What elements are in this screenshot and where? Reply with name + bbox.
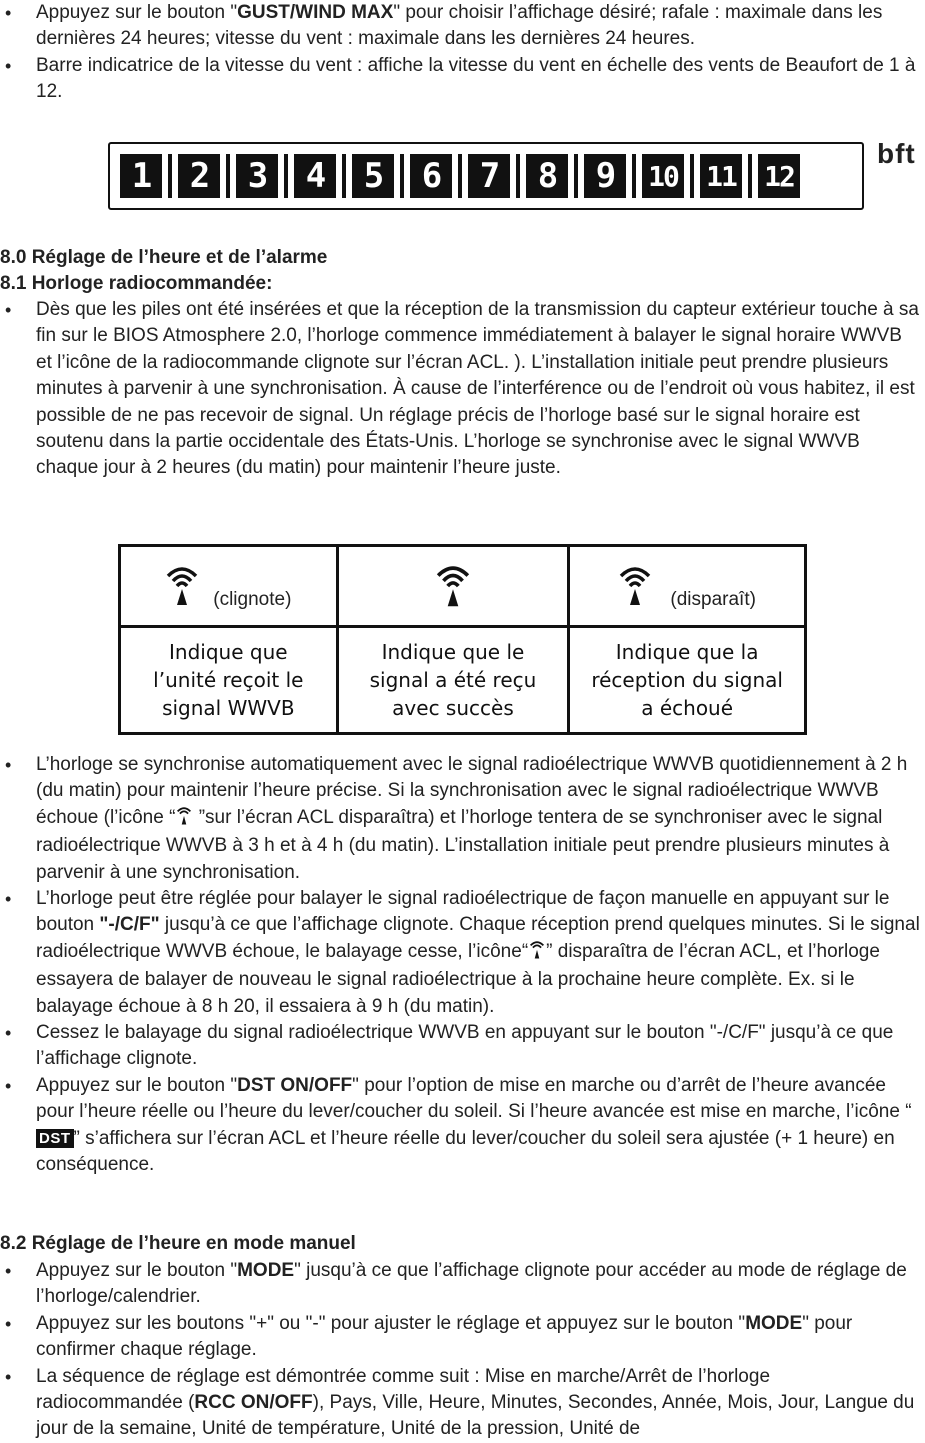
button-name: "-/C/F" (99, 914, 160, 936)
beaufort-unit: bft (877, 138, 916, 169)
beaufort-separator (342, 154, 346, 198)
beaufort-separator (748, 154, 752, 198)
beaufort-separator (168, 154, 172, 198)
bullet-text: L’horloge peut être réglée pour balayer le signal radioélectrique de façon manuelle en appuyant sur le bouton (36, 888, 890, 936)
table-cell (120, 627, 338, 734)
beaufort-number: 12 (758, 154, 800, 198)
description-line: réception du signal (591, 668, 783, 692)
bullet-text: Appuyez sur les boutons "+" ou "-" pour ajuster le réglage et appuyez sur le bouton " (36, 1312, 746, 1334)
rc-bullet-list (0, 297, 920, 482)
list-item (0, 1258, 920, 1311)
button-name: MODE (745, 1312, 803, 1334)
list-item (0, 886, 920, 1020)
bullet-text: " jusqu’à ce que l’affichage clignote pour accéder au mode de réglage de l’horloge/calendrier. (36, 1260, 907, 1308)
list-item (0, 0, 920, 53)
beaufort-separator (690, 154, 694, 198)
description-line: signal WWVB (162, 696, 295, 720)
description-line: Indique que la (615, 640, 759, 664)
description-line: signal a été reçu (369, 668, 537, 692)
sync-bullet-list (0, 752, 920, 1179)
bullet-text: " pour l’option de mise en marche ou d’arrêt de l’heure avancée pour l’heure réelle ou l’heure du lever/coucher du soleil. Si l’heure avancée est mise en marche, l’icône “ (36, 1074, 912, 1123)
list-item (0, 297, 920, 482)
beaufort-number: 10 (642, 154, 684, 198)
bullet-text: Cessez le balayage du signal radioélectrique WWVB en appuyant sur le bouton "-/C/F" jusqu’à ce que l’affichage clignote. (36, 1022, 894, 1070)
table-cell (569, 546, 806, 627)
button-name: MODE (237, 1260, 295, 1281)
signal-antenna-icon (528, 939, 546, 967)
beaufort-cell (410, 154, 468, 198)
beaufort-number: 4 (294, 154, 336, 198)
bullet-text: " pour choisir l’affichage désiré; rafale : maximale dans les dernières 24 heures; vitesse du vent : maximale dans les dernières 24 heures. (36, 2, 883, 50)
bullet-text: Appuyez sur le bouton " (36, 2, 238, 23)
beaufort-cell (584, 154, 642, 198)
beaufort-cell (758, 154, 800, 198)
beaufort-number: 9 (584, 154, 626, 198)
list-item (0, 1020, 920, 1073)
beaufort-cell (178, 154, 236, 198)
signal-antenna-icon (165, 562, 199, 611)
button-name: DST ON/OFF (237, 1074, 353, 1096)
list-item (0, 1311, 920, 1364)
beaufort-number: 2 (178, 154, 220, 198)
bullet-text: Barre indicatrice de la vitesse du vent : affiche la vitesse du vent en échelle des vents de Beaufort de 1 à 12. (36, 54, 916, 103)
top-bullet-list (0, 0, 920, 106)
dst-icon: DST (36, 1129, 74, 1148)
beaufort-separator (284, 154, 288, 198)
button-name: GUST/WIND MAX (237, 2, 394, 23)
beaufort-cell (236, 154, 294, 198)
signal-antenna-icon (435, 560, 471, 613)
beaufort-separator (574, 154, 578, 198)
section-heading: 8.0 Réglage de l’heure et de l’alarme (0, 247, 328, 268)
list-item (0, 1364, 920, 1443)
beaufort-number: 6 (410, 154, 452, 198)
beaufort-separator (226, 154, 230, 198)
beaufort-scale-bar (108, 142, 864, 210)
beaufort-cell (120, 154, 178, 198)
signal-antenna-icon (175, 805, 193, 833)
beaufort-separator (516, 154, 520, 198)
bullet-text: ), Pays, Ville, Heure, Minutes, Secondes, Année, Mois, Jour, Langue du jour de la semaine, Unité de température, Unité de la pression, Unité de (36, 1392, 915, 1440)
bullet-text: ”sur l’écran ACL disparaîtra) et l’horloge tentera de se synchroniser avec le signal radioélectrique WWVB à 3 h et à 4 h (du matin). L’installation initiale peut prendre plusieurs minutes à parvenir à une synchronisation. (36, 806, 890, 883)
beaufort-cell (294, 154, 352, 198)
list-item (0, 752, 920, 886)
beaufort-separator (458, 154, 462, 198)
description-line: l’unité reçoit le (153, 668, 304, 692)
beaufort-number: 7 (468, 154, 510, 198)
bullet-text: jusqu’à ce que l’affichage clignote. Chaque réception prend quelques minutes. Si le signal radioélectrique WWVB échoue, le balayage cesse, l’icône“ (36, 914, 920, 962)
subsection-heading: 8.1 Horloge radiocommandée: (0, 273, 273, 294)
beaufort-separator (400, 154, 404, 198)
beaufort-cell (526, 154, 584, 198)
section-heading: 8.2 Réglage de l’heure en mode manuel (0, 1233, 356, 1254)
signal-caption: (clignote) (213, 588, 292, 610)
beaufort-cell (468, 154, 526, 198)
description-line: avec succès (392, 696, 514, 720)
beaufort-separator (632, 154, 636, 198)
bullet-text: ” s’affichera sur l’écran ACL et l’heure réelle du lever/coucher du soleil sera ajustée (+ 1 heure) en conséquence. (36, 1127, 895, 1176)
signal-status-table (118, 544, 807, 735)
description-line: Indique que (169, 640, 288, 664)
manual-bullet-list (0, 1258, 920, 1443)
bullet-text: Appuyez sur le bouton " (36, 1074, 238, 1096)
beaufort-number: 8 (526, 154, 568, 198)
description-line: a échoué (641, 696, 734, 720)
list-item (0, 53, 920, 106)
signal-antenna-icon (618, 562, 652, 611)
bullet-text: La séquence de réglage est démontrée comme suit : Mise en marche/Arrêt de l’horloge radiocommandée ( (36, 1365, 771, 1414)
bullet-text: Appuyez sur le bouton " (36, 1260, 238, 1281)
description-line: Indique que le (381, 640, 525, 664)
bullet-text: L’horloge se synchronise automatiquement avec le signal radioélectrique WWVB quotidiennement à 2 h (du matin) pour maintenir l’heure précise. Si la synchronisation avec le signal radioélectrique WWVB échoue (l’icône “ (36, 754, 908, 828)
bullet-text: ” disparaîtra de l’écran ACL, et l’horloge essayera de balayer de nouveau le signal radioélectrique à la prochaine heure complète. Ex. si le balayage échoue à 8 h 20, il essaiera à 9 h (du matin). (36, 940, 880, 1017)
beaufort-number: 1 (120, 154, 162, 198)
table-cell (337, 627, 569, 734)
list-item (0, 1073, 920, 1179)
beaufort-cell (642, 154, 700, 198)
table-cell (120, 546, 338, 627)
signal-caption: (disparaît) (670, 588, 756, 610)
table-cell (337, 546, 569, 627)
beaufort-number: 11 (700, 154, 742, 198)
bullet-text: " pour confirmer chaque réglage. (36, 1312, 853, 1361)
bullet-text: Dès que les piles ont été insérées et que la réception de la transmission du capteur extérieur touche à sa fin sur le BIOS Atmosphere 2.0, l’horloge commence immédiatement à balayer le signal horaire WWVB et l’icône de la radiocommande clignote sur l’écran ACL. ). L’installation initiale peut prendre plusieurs minutes à parvenir à une synchronisation. À cause de l’interférence ou de l’endroit où vous habitez, il est possible de ne pas recevoir de signal. Un réglage précis de l’horloge basé sur le signal horaire est soutenu dans la partie occidentale des États-Unis. L’horloge se synchronise avec le signal WWVB chaque jour à 2 heures (du matin) pour maintenir l’heure juste. (36, 299, 919, 479)
beaufort-cell (352, 154, 410, 198)
beaufort-number: 3 (236, 154, 278, 198)
button-name: RCC ON/OFF (194, 1392, 313, 1414)
beaufort-number: 5 (352, 154, 394, 198)
table-cell (569, 627, 806, 734)
beaufort-cell (700, 154, 758, 198)
